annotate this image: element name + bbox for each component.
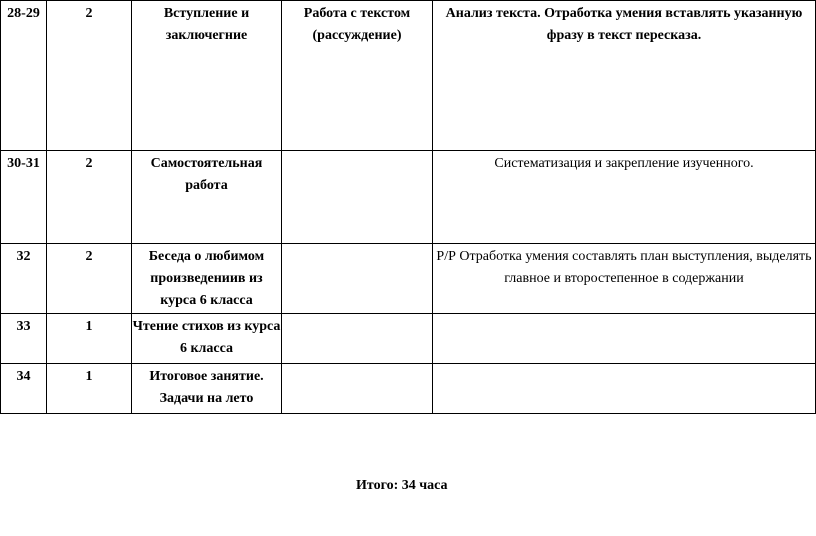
lesson-number: 33 bbox=[1, 314, 47, 364]
lesson-hours: 2 bbox=[47, 151, 132, 244]
lesson-number: 34 bbox=[1, 364, 47, 414]
table-row bbox=[1, 244, 816, 314]
table-row bbox=[1, 151, 816, 244]
lesson-topic: Беседа о любимом произведениив из курса 6 класса bbox=[132, 244, 282, 314]
lesson-type bbox=[282, 244, 433, 314]
lesson-content bbox=[433, 314, 816, 364]
lesson-type bbox=[282, 151, 433, 244]
lesson-type bbox=[282, 364, 433, 414]
lesson-hours: 2 bbox=[47, 244, 132, 314]
lesson-hours: 2 bbox=[47, 1, 132, 151]
table-row bbox=[1, 1, 816, 151]
lesson-topic: Самостоятельная работа bbox=[132, 151, 282, 244]
lesson-topic: Итоговое занятие. Задачи на лето bbox=[132, 364, 282, 414]
lesson-content: Анализ текста. Отработка умения вставлять указанную фразу в текст пересказа. bbox=[433, 1, 816, 151]
table-row bbox=[1, 314, 816, 364]
lesson-type bbox=[282, 314, 433, 364]
lesson-topic: Вступление и заключегние bbox=[132, 1, 282, 151]
lesson-hours: 1 bbox=[47, 364, 132, 414]
lesson-number: 30-31 bbox=[1, 151, 47, 244]
lesson-number: 28-29 bbox=[1, 1, 47, 151]
lesson-type: Работа с текстом (рассуждение) bbox=[282, 1, 433, 151]
lesson-number: 32 bbox=[1, 244, 47, 314]
lesson-content: Систематизация и закрепление изученного. bbox=[433, 151, 816, 244]
lesson-content: Р/Р Отработка умения составлять план выступления, выделять главное и второстепенное в содержании bbox=[433, 244, 816, 314]
lesson-topic: Чтение стихов из курса 6 класса bbox=[132, 314, 282, 364]
table-row bbox=[1, 364, 816, 414]
lesson-hours: 1 bbox=[47, 314, 132, 364]
lesson-content bbox=[433, 364, 816, 414]
total-hours: Итого: 34 часа bbox=[356, 478, 448, 493]
